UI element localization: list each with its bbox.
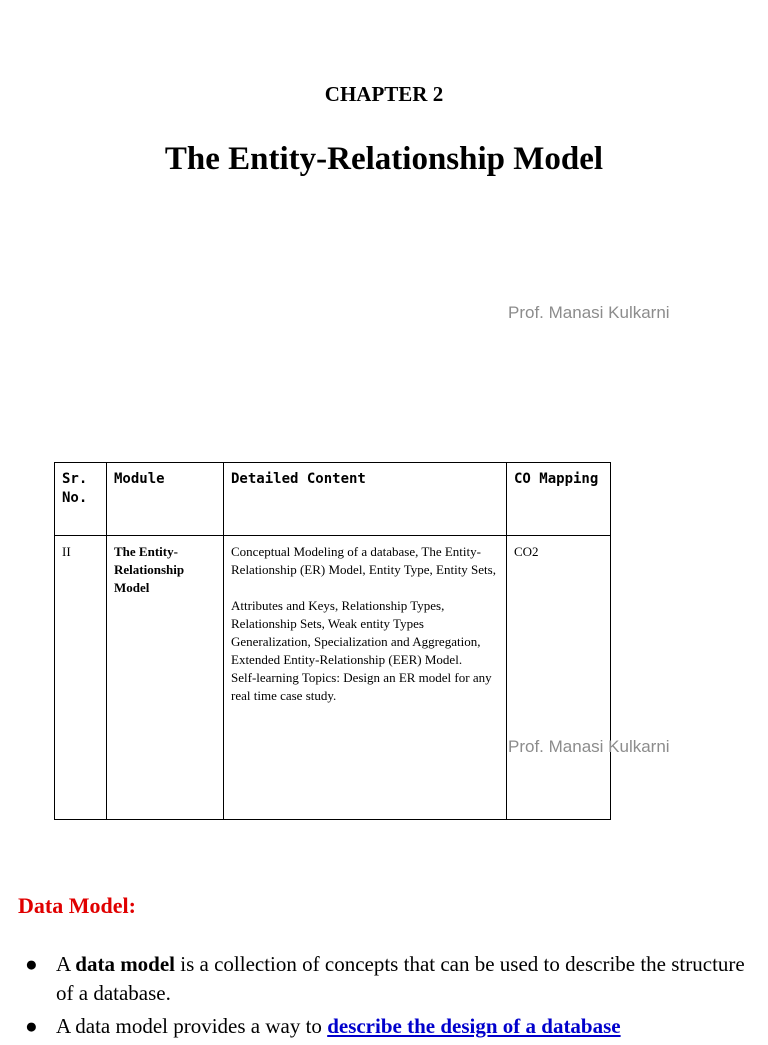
author-credit: Prof. Manasi Kulkarni: [508, 737, 670, 756]
cell-detailed-content: [224, 536, 507, 820]
bullet-text: A: [56, 952, 76, 976]
bullet-bold-term: data model: [75, 952, 176, 976]
list-item: [18, 1012, 748, 1041]
header-sr-no: Sr. No.: [55, 463, 107, 536]
content-spacer: [231, 579, 499, 597]
bullet-icon: ●: [25, 952, 38, 976]
content-paragraph: real time case study.: [231, 688, 337, 703]
cell-sr-no: II: [55, 536, 107, 820]
bullet-list: [18, 950, 748, 1045]
content-paragraph: Self-learning Topics: Design an ER model for any: [231, 670, 492, 685]
bullet-highlight-link: describe the design of a database: [327, 1014, 621, 1038]
section-heading: Data Model:: [18, 893, 136, 918]
syllabus-table: [54, 462, 611, 820]
header-module: Module: [107, 463, 224, 536]
page-title: The Entity-Relationship Model: [164, 141, 604, 177]
list-item: [18, 950, 748, 1008]
content-paragraph: Attributes and Keys, Relationship Types, Relationship Sets, Weak entity Types Generalization, Specialization and Aggregation,: [231, 598, 481, 649]
author-credit: Prof. Manasi Kulkarni: [508, 303, 670, 322]
header-co-mapping: CO Mapping: [507, 463, 611, 536]
bullet-text: is a collection of concepts that can be used to describe the structure of a database.: [56, 952, 745, 1005]
content-paragraph: Extended Entity-Relationship (EER) Model.: [231, 652, 463, 667]
chapter-label: CHAPTER 2: [324, 82, 444, 106]
bullet-text: A data model provides a way to: [56, 1014, 328, 1038]
cell-co-mapping: CO2: [507, 536, 611, 820]
header-detailed-content: Detailed Content: [224, 463, 507, 536]
cell-module: The Entity-Relationship Model: [107, 536, 224, 820]
bullet-icon: ●: [25, 1014, 38, 1038]
table-row: [55, 536, 611, 820]
table-header-row: [55, 463, 611, 536]
content-paragraph: Conceptual Modeling of a database, The Entity-Relationship (ER) Model, Entity Type, Entity Sets,: [231, 544, 496, 577]
